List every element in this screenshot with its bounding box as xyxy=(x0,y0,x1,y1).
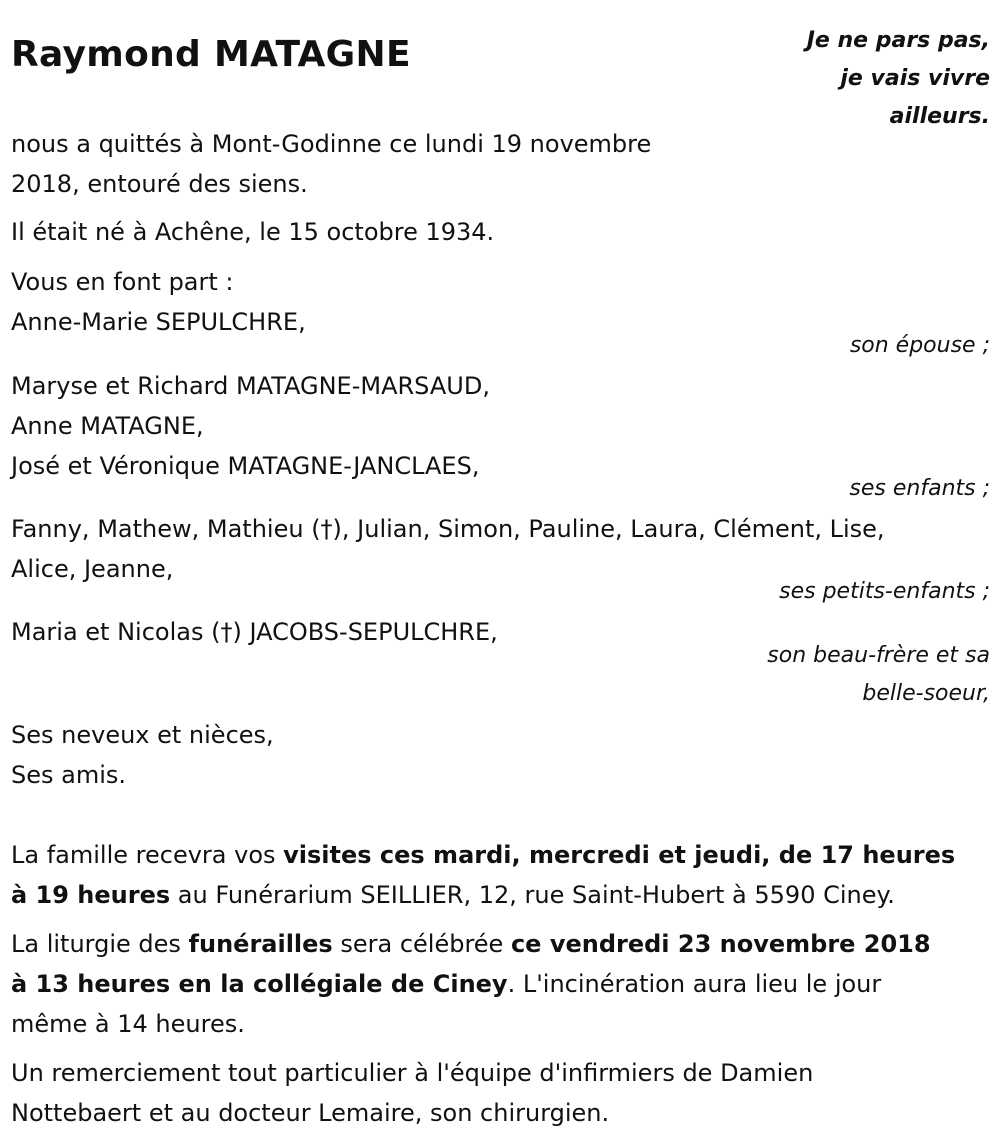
death-announcement xyxy=(11,124,651,204)
funeral-bold: ce vendredi 23 novembre 2018 xyxy=(510,930,931,958)
birth-info: Il était né à Achêne, le 15 octobre 1934. xyxy=(11,218,495,246)
announce-intro: Vous en font part : xyxy=(11,268,234,296)
children-block xyxy=(11,366,490,486)
quote-line: Je ne pars pas, xyxy=(806,28,990,53)
role-line: son épouse ; xyxy=(849,333,990,358)
visits-text: La famille recevra vos xyxy=(11,841,284,869)
grandchildren-names: Fanny, Mathew, Mathieu (†), Julian, Simon, Pauline, Laura, Clément, Lise, xyxy=(11,515,885,543)
text-line xyxy=(11,924,931,964)
deceased-name: Raymond MATAGNE xyxy=(11,34,411,75)
grandchildren-names: Alice, Jeanne, xyxy=(11,555,174,583)
epitaph-quote xyxy=(807,22,990,136)
funeral-text: La liturgie des xyxy=(11,930,189,958)
text-line: Nottebaert et au docteur Lemaire, son chirurgien. xyxy=(11,1099,610,1127)
others-block xyxy=(11,715,274,795)
visits-paragraph xyxy=(11,835,955,915)
text-line: Un remerciement tout particulier à l'équipe d'infirmiers de Damien xyxy=(11,1059,814,1087)
role-line: ses petits-enfants ; xyxy=(779,579,990,604)
grandchildren-role xyxy=(779,573,990,611)
funeral-bold: à 13 heures en la collégiale de Ciney xyxy=(11,970,508,998)
in-laws-role xyxy=(767,637,990,713)
others-line: Ses amis. xyxy=(11,761,127,789)
funeral-text: sera célébrée xyxy=(332,930,511,958)
child-name: José et Véronique MATAGNE-JANCLAES, xyxy=(11,452,480,480)
text-line: nous a quittés à Mont-Godinne ce lundi 19 novembre xyxy=(11,130,652,158)
visits-bold: visites ces mardi, mercredi et jeudi, de 17 heures xyxy=(283,841,956,869)
spouse-name: Anne-Marie SEPULCHRE, xyxy=(11,308,306,336)
others-line: Ses neveux et nièces, xyxy=(11,721,274,749)
in-laws-names: Maria et Nicolas (†) JACOBS-SEPULCHRE, xyxy=(11,618,498,646)
role-line: son beau-frère et sa xyxy=(767,643,990,668)
spouse-block xyxy=(11,262,306,342)
text-line xyxy=(11,875,955,915)
thanks-paragraph xyxy=(11,1053,813,1133)
funeral-text: . L'incinération aura lieu le jour xyxy=(507,970,882,998)
role-line: belle-soeur, xyxy=(862,681,990,706)
funeral-bold: funérailles xyxy=(188,930,333,958)
text-line: 2018, entouré des siens. xyxy=(11,170,308,198)
child-name: Maryse et Richard MATAGNE-MARSAUD, xyxy=(11,372,490,400)
child-name: Anne MATAGNE, xyxy=(11,412,204,440)
visits-text: au Funérarium SEILLIER, 12, rue Saint-Hubert à 5590 Ciney. xyxy=(170,881,895,909)
quote-line: je vais vivre xyxy=(840,66,990,91)
text-line: même à 14 heures. xyxy=(11,1010,245,1038)
visits-bold: à 19 heures xyxy=(11,881,171,909)
funeral-paragraph xyxy=(11,924,931,1044)
text-line xyxy=(11,835,955,875)
grandchildren-block xyxy=(11,509,885,589)
text-line xyxy=(11,964,931,1004)
role-line: ses enfants ; xyxy=(849,476,990,501)
quote-line: ailleurs. xyxy=(889,104,990,129)
spouse-role xyxy=(850,327,990,365)
children-role xyxy=(849,470,990,508)
in-laws-block xyxy=(11,612,498,652)
